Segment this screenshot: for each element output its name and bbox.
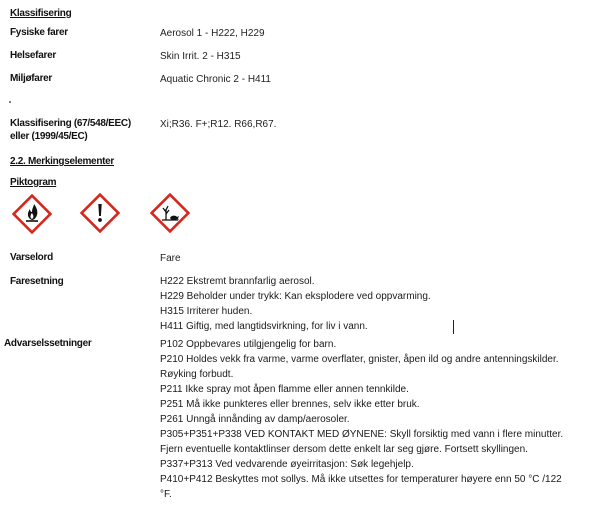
precaution-p305: P305+P351+P338 VED KONTAKT MED ØYNENE: Skyll forsiktig med vann i flere minutter. <box>160 429 564 440</box>
hazard-statements-label: Faresetning <box>10 276 64 287</box>
physical-hazards-label: Fysiske farer <box>10 27 68 38</box>
pictogram-label: Piktogram <box>10 177 57 188</box>
precaution-p305-cont: Fjern eventuelle kontaktlinser dersom dette enkelt lar seg gjøre. Fortsett skyllingen. <box>160 444 528 455</box>
precaution-p251: P251 Må ikke punkteres eller brennes, selv ikke etter bruk. <box>160 399 420 410</box>
physical-hazards-value: Aerosol 1 - H222, H229 <box>160 28 265 39</box>
environment-hazards-label: Miljøfarer <box>10 73 53 84</box>
hazard-statement-h222: H222 Ekstremt brannfarlig aerosol. <box>160 276 315 287</box>
section-title: Klassifisering <box>10 8 72 19</box>
old-classification-label-line2: eller (1999/45/EC) <box>10 131 88 142</box>
precaution-p210-cont: Røyking forbudt. <box>160 369 234 380</box>
hazard-statement-h411: H411 Giftig, med langtidsvirkning, for liv i vann. <box>160 321 368 332</box>
precaution-p211: P211 Ikke spray mot åpen flamme eller annen tennkilde. <box>160 384 409 395</box>
health-hazards-value: Skin Irrit. 2 - H315 <box>160 51 241 62</box>
stray-mark <box>9 101 11 103</box>
precautionary-statements-label: Advarselssetninger <box>4 338 92 349</box>
signal-word-value: Fare <box>160 253 181 264</box>
labelling-title: 2.2. Merkingselementer <box>10 156 115 167</box>
hazard-statement-h315: H315 Irriterer huden. <box>160 306 253 317</box>
environment-pictogram-icon <box>150 193 190 233</box>
health-hazards-label: Helsefarer <box>10 50 56 61</box>
text-cursor <box>453 320 454 334</box>
precaution-p261: P261 Unngå innånding av damp/aerosoler. <box>160 414 350 425</box>
precaution-p102: P102 Oppbevares utilgjengelig for barn. <box>160 339 337 350</box>
old-classification-label-line1: Klassifisering (67/548/EEC) <box>10 118 131 129</box>
environment-hazards-value: Aquatic Chronic 2 - H411 <box>160 74 271 85</box>
precaution-p210: P210 Holdes vekk fra varme, varme overflater, gnister, åpen ild og andre antenningskilder. <box>160 354 559 365</box>
precaution-p410: P410+P412 Beskyttes mot sollys. Må ikke utsettes for temperaturer høyere enn 50 °C /122 <box>160 474 562 485</box>
signal-word-label: Varselord <box>10 252 53 263</box>
flame-pictogram-icon <box>12 194 52 234</box>
old-classification-value: Xi;R36. F+;R12. R66,R67. <box>160 119 277 130</box>
exclamation-pictogram-icon <box>80 193 120 233</box>
precaution-p410-cont: °F. <box>160 489 172 500</box>
hazard-statement-h229: H229 Beholder under trykk: Kan eksplodere ved oppvarming. <box>160 291 431 302</box>
precaution-p337: P337+P313 Ved vedvarende øyeirritasjon: Søk legehjelp. <box>160 459 414 470</box>
